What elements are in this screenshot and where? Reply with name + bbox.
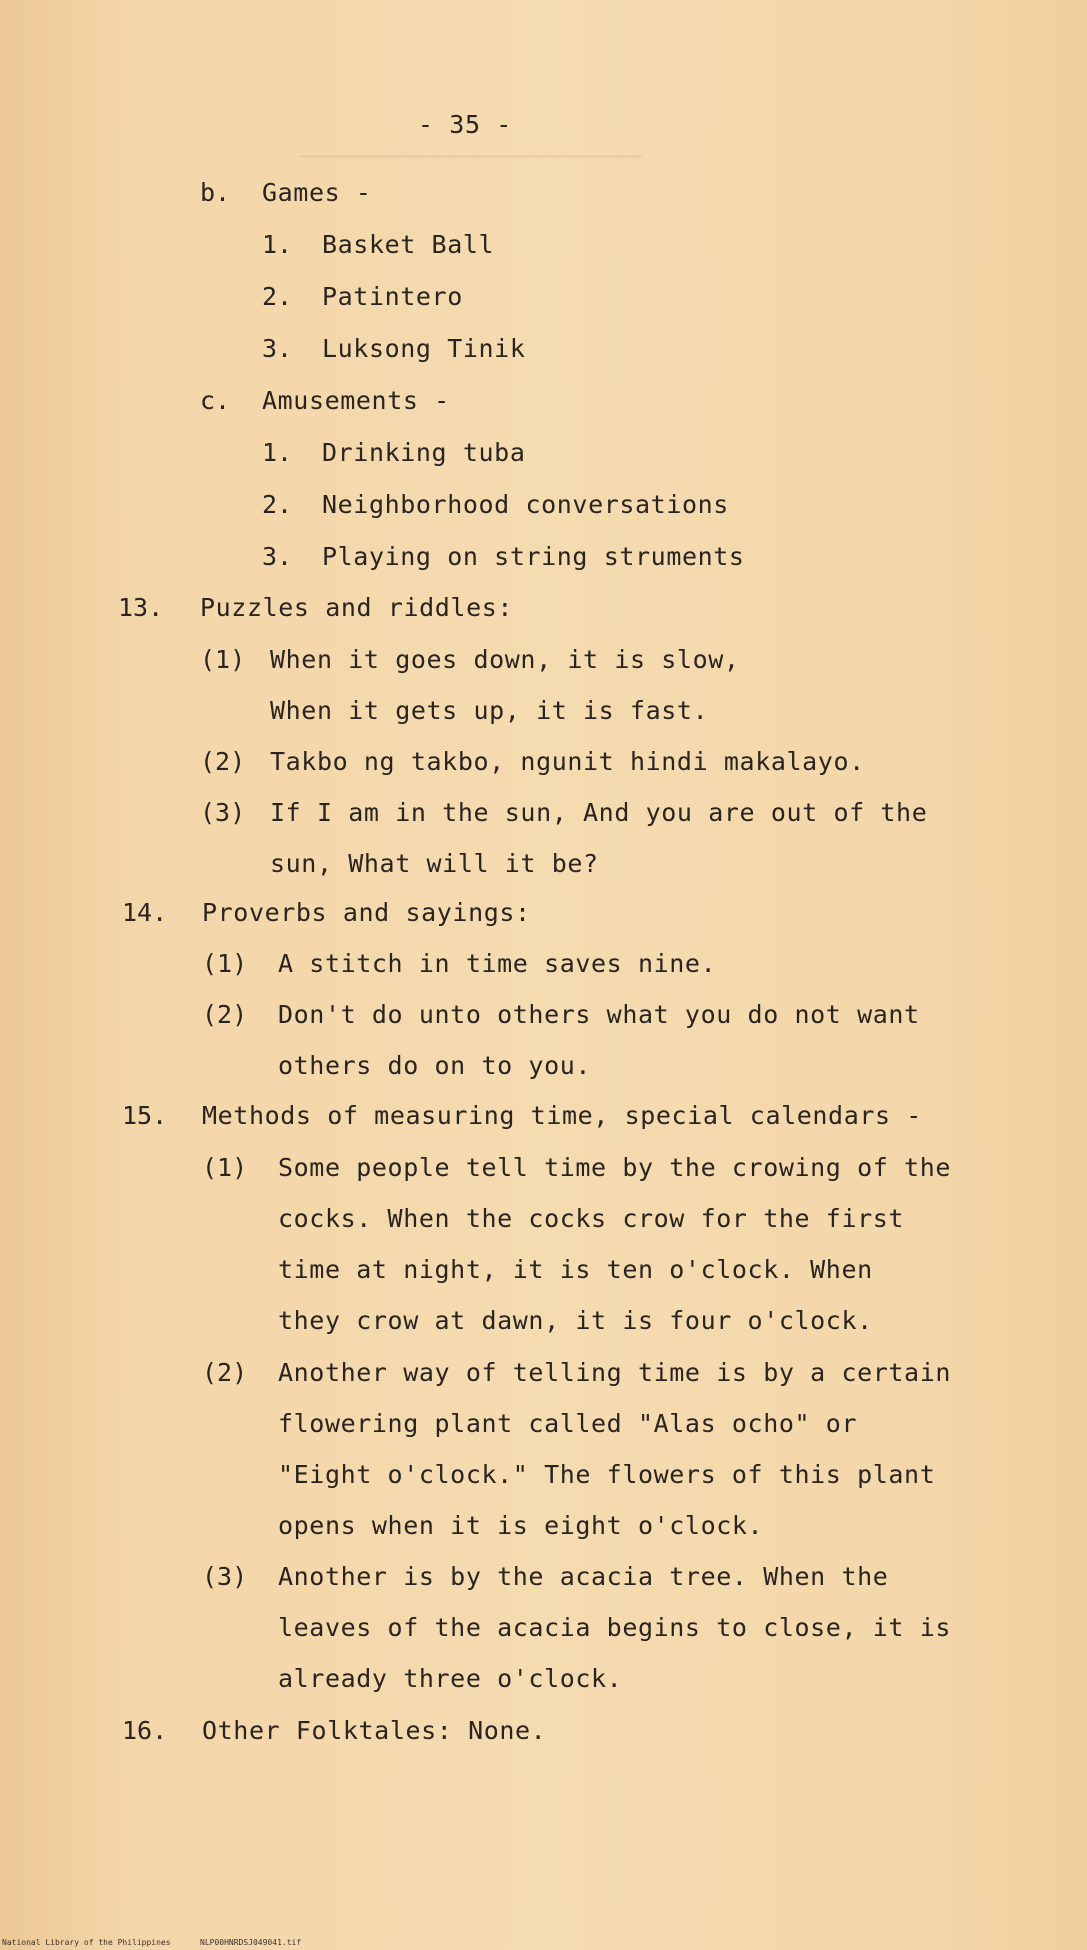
riddle-line: If I am in the sun, And you are out of the xyxy=(270,798,928,827)
riddle-line: sun, What will it be? xyxy=(270,849,599,878)
riddle-line: Takbo ng takbo, ngunit hindi makalayo. xyxy=(270,747,865,776)
sub-number: (2) xyxy=(202,1000,248,1029)
item-number: 16. xyxy=(122,1716,168,1745)
proverb-line: A stitch in time saves nine. xyxy=(278,949,717,978)
sub-number: (3) xyxy=(202,1562,248,1591)
section-title: Games - xyxy=(262,178,372,207)
method-line: already three o'clock. xyxy=(278,1664,623,1693)
item-number: 15. xyxy=(122,1101,168,1130)
method-line: flowering plant called "Alas ocho" or xyxy=(278,1409,858,1438)
sub-number: (1) xyxy=(202,949,248,978)
method-line: time at night, it is ten o'clock. When xyxy=(278,1255,873,1284)
method-line: Some people tell time by the crowing of the xyxy=(278,1153,952,1182)
sub-number: (1) xyxy=(200,645,246,674)
section-title: Amusements - xyxy=(262,386,450,415)
sub-number: (2) xyxy=(200,747,246,776)
list-item: Luksong Tinik xyxy=(322,334,526,363)
item-number: 13. xyxy=(118,593,164,622)
item-title: Puzzles and riddles: xyxy=(200,593,514,622)
riddle-line: When it goes down, it is slow, xyxy=(270,645,740,674)
method-line: "Eight o'clock." The flowers of this plant xyxy=(278,1460,936,1489)
list-item: Basket Ball xyxy=(322,230,495,259)
sub-number: (2) xyxy=(202,1358,248,1387)
sub-number: (1) xyxy=(202,1153,248,1182)
list-number: 3. xyxy=(262,542,293,571)
item-title: Methods of measuring time, special calendars - xyxy=(202,1101,922,1130)
method-line: Another is by the acacia tree. When the xyxy=(278,1562,889,1591)
proverb-line: others do on to you. xyxy=(278,1051,592,1080)
proverb-line: Don't do unto others what you do not want xyxy=(278,1000,920,1029)
bleed-through: ──────────────────────── xyxy=(300,145,642,170)
list-item: Playing on string struments xyxy=(322,542,745,571)
list-number: 3. xyxy=(262,334,293,363)
list-item: Patintero xyxy=(322,282,463,311)
list-item: Neighborhood conversations xyxy=(322,490,729,519)
footer-library: National Library of the Philippines xyxy=(2,1938,171,1947)
riddle-line: When it gets up, it is fast. xyxy=(270,696,709,725)
list-number: 1. xyxy=(262,438,293,467)
section-label: c. xyxy=(200,386,231,415)
section-label: b. xyxy=(200,178,231,207)
list-number: 2. xyxy=(262,282,293,311)
item-number: 14. xyxy=(122,898,168,927)
method-line: Another way of telling time is by a certain xyxy=(278,1358,952,1387)
list-number: 2. xyxy=(262,490,293,519)
page-number: - 35 - xyxy=(418,110,512,139)
item-title: Other Folktales: None. xyxy=(202,1716,547,1745)
method-line: they crow at dawn, it is four o'clock. xyxy=(278,1306,873,1335)
list-item: Drinking tuba xyxy=(322,438,526,467)
method-line: cocks. When the cocks crow for the first xyxy=(278,1204,905,1233)
sub-number: (3) xyxy=(200,798,246,827)
footer-filename: NLP00HNRDSJ049041.tif xyxy=(200,1938,302,1947)
list-number: 1. xyxy=(262,230,293,259)
method-line: opens when it is eight o'clock. xyxy=(278,1511,764,1540)
method-line: leaves of the acacia begins to close, it is xyxy=(278,1613,952,1642)
item-title: Proverbs and sayings: xyxy=(202,898,531,927)
